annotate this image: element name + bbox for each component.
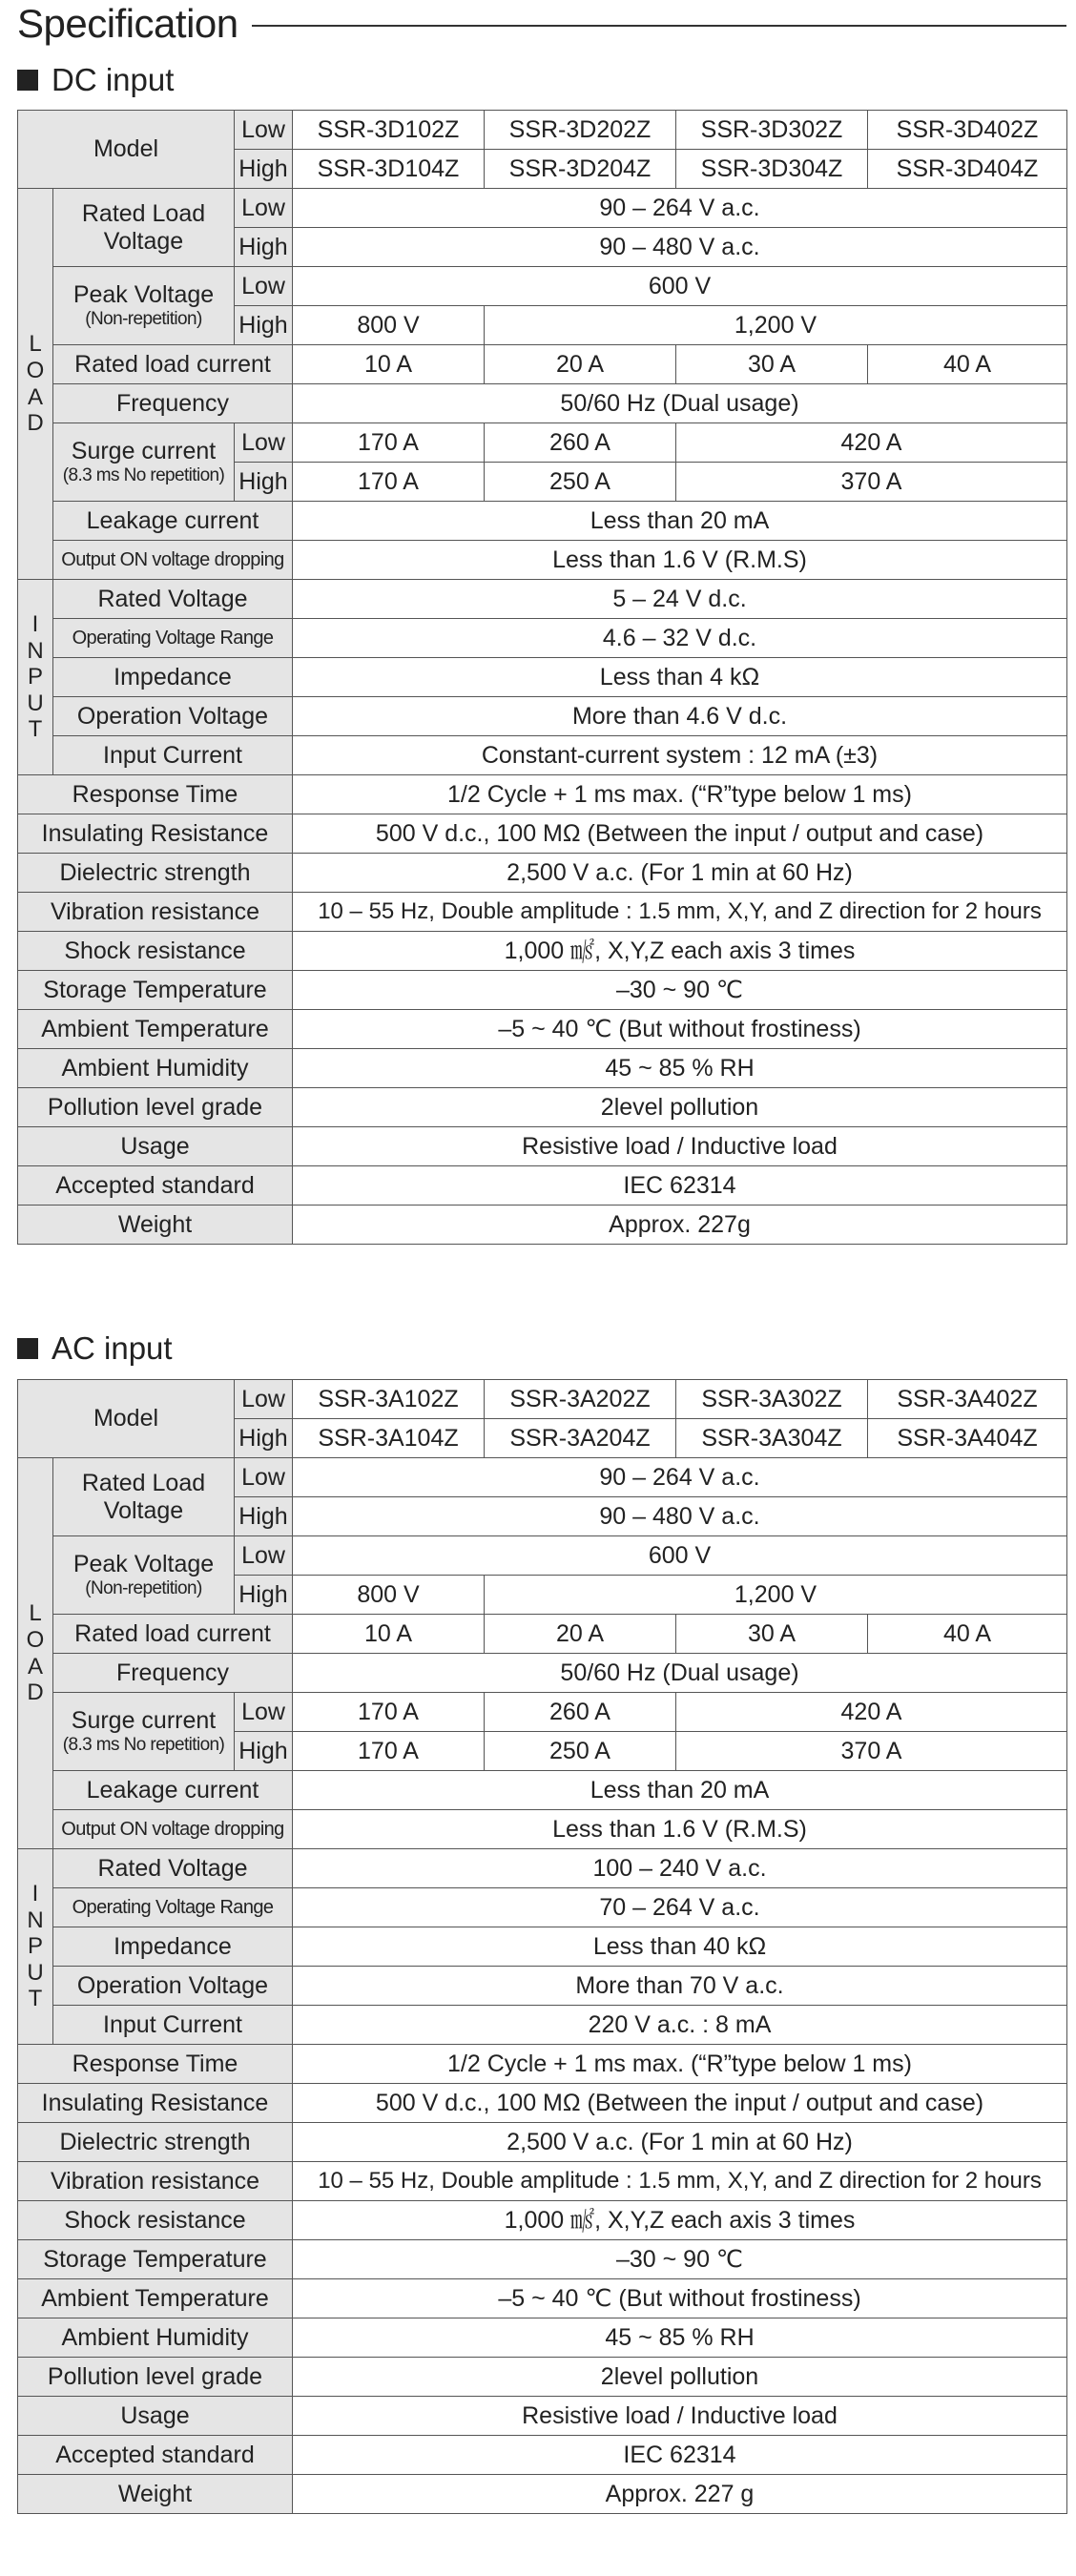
rated-load-voltage-label [53,189,235,267]
model-label [18,1380,235,1458]
surge-low-value: 170 A [293,1693,485,1732]
rated-load-current-value: 30 A [676,1615,868,1654]
spec-value: –5 ~ 40 ℃ (But without frostiness) [293,1010,1067,1049]
side-letter: T [28,716,43,743]
label-line: Surge current [71,438,217,465]
output-on-voltage-value: Less than 1.6 V (R.M.S) [293,541,1067,580]
impedance-value: Less than 4 kΩ [293,658,1067,697]
spec-value: 1/2 Cycle + 1 ms max. (“R”type below 1 ms) [293,2045,1067,2084]
spec-label: Storage Temperature [18,971,293,1010]
label-line: (Non-repetition) [85,308,202,329]
model-number-low: SSR-3D102Z [293,111,485,150]
side-letter: U [27,690,44,716]
spec-label: Ambient Humidity [18,2318,293,2358]
leakage-current-label: Leakage current [53,502,293,541]
peak-voltage-low: 600 V [293,1536,1067,1576]
rated-load-current-value: 30 A [676,345,868,384]
spec-value: 10 – 55 Hz, Double amplitude : 1.5 mm, X,Y, and Z direction for 2 hours [293,893,1067,932]
peak-voltage-high: 800 V [293,1576,485,1615]
side-letter: I [31,611,39,638]
spec-value: 10 – 55 Hz, Double amplitude : 1.5 mm, X,Y, and Z direction for 2 hours [293,2162,1067,2201]
low-label: Low [235,1693,293,1732]
operation-voltage-value: More than 70 V a.c. [293,1967,1067,2006]
rated-load-current-label: Rated load current [53,1615,293,1654]
peak-voltage-high: 800 V [293,306,485,345]
model-label-text: Model [93,1405,159,1432]
high-label: High [235,150,293,189]
surge-high-value: 370 A [676,463,1067,502]
rated-load-current-value: 40 A [868,345,1067,384]
impedance-value: Less than 40 kΩ [293,1927,1067,1967]
rated-voltage-label: Rated Voltage [53,580,293,619]
label-line: Surge current [71,1707,217,1735]
section-heading-ac [17,1326,173,1371]
spec-label: Insulating Resistance [18,2084,293,2123]
spec-value: –30 ~ 90 ℃ [293,2240,1067,2279]
model-number-high: SSR-3D104Z [293,150,485,189]
spec-label: Shock resistance [18,2201,293,2240]
section-heading-text: DC input [52,62,175,97]
input-current-label: Input Current [53,736,293,775]
square-bullet-icon [17,1338,38,1359]
spec-label: Dielectric strength [18,2123,293,2162]
label-line: (8.3 ms No repetition) [62,464,225,485]
label-line: Peak Voltage [72,281,215,309]
side-letter: T [28,1986,43,2012]
spec-label: Pollution level grade [18,1088,293,1127]
spec-value: –5 ~ 40 ℃ (But without frostiness) [293,2279,1067,2318]
side-letter: A [27,383,43,410]
spec-value: 500 V d.c., 100 MΩ (Between the input / output and case) [293,814,1067,854]
output-on-voltage-value: Less than 1.6 V (R.M.S) [293,1810,1067,1849]
model-number-low: SSR-3A302Z [676,1380,868,1419]
load-side-label [18,189,53,580]
model-number-high: SSR-3D404Z [868,150,1067,189]
low-label: Low [235,1536,293,1576]
operating-voltage-range-value: 4.6 – 32 V d.c. [293,619,1067,658]
label-line: Rated Load [81,1469,206,1496]
side-letter: O [26,1626,45,1653]
title-bar [17,0,1066,48]
rated-voltage-value: 100 – 240 V a.c. [293,1849,1067,1888]
side-letter: P [27,1933,43,1960]
square-bullet-icon [17,70,38,91]
rated-load-current-value: 20 A [485,345,676,384]
peak-voltage-high: 1,200 V [485,306,1067,345]
rated-load-voltage-label [53,1458,235,1536]
model-number-low: SSR-3D302Z [676,111,868,150]
output-on-voltage-label: Output ON voltage dropping [53,541,293,580]
rated-load-current-value: 20 A [485,1615,676,1654]
operating-voltage-range-label: Operating Voltage Range [53,1888,293,1927]
label-line: (Non-repetition) [85,1577,202,1598]
high-label: High [235,463,293,502]
surge-current-label [53,423,235,502]
model-number-low: SSR-3A202Z [485,1380,676,1419]
operation-voltage-value: More than 4.6 V d.c. [293,697,1067,736]
surge-low-value: 420 A [676,423,1067,463]
spec-value: 1,000 ㎨, X,Y,Z each axis 3 times [293,932,1067,971]
high-label: High [235,1497,293,1536]
spec-value: 1/2 Cycle + 1 ms max. (“R”type below 1 ms) [293,775,1067,814]
surge-high-value: 370 A [676,1732,1067,1771]
spec-label: Response Time [18,775,293,814]
model-number-high: SSR-3A404Z [868,1419,1067,1458]
high-label: High [235,1419,293,1458]
spec-label: Shock resistance [18,932,293,971]
leakage-current-label: Leakage current [53,1771,293,1810]
spec-label: Vibration resistance [18,893,293,932]
spec-value: 2,500 V a.c. (For 1 min at 60 Hz) [293,854,1067,893]
rated-load-current-label: Rated load current [53,345,293,384]
spec-value: IEC 62314 [293,2436,1067,2475]
peak-voltage-low: 600 V [293,267,1067,306]
input-side-label [18,580,53,775]
peak-voltage-high: 1,200 V [485,1576,1067,1615]
spec-value: 45 ~ 85 % RH [293,2318,1067,2358]
operating-voltage-range-label: Operating Voltage Range [53,619,293,658]
spec-label: Weight [18,2475,293,2514]
input-side-label [18,1849,53,2045]
spec-value: Resistive load / Inductive load [293,2397,1067,2436]
model-number-low: SSR-3A402Z [868,1380,1067,1419]
model-number-low: SSR-3D402Z [868,111,1067,150]
side-letter: A [27,1653,43,1680]
spec-label: Ambient Temperature [18,1010,293,1049]
side-letter: I [31,1881,39,1907]
high-label: High [235,1732,293,1771]
input-current-value: 220 V a.c. : 8 mA [293,2006,1067,2045]
operation-voltage-label: Operation Voltage [53,1967,293,2006]
label-line: Voltage [103,1496,184,1524]
frequency-label: Frequency [53,384,293,423]
spec-label: Vibration resistance [18,2162,293,2201]
load-side-label [18,1458,53,1849]
spec-label: Weight [18,1206,293,1245]
spec-value: 1,000 ㎨, X,Y,Z each axis 3 times [293,2201,1067,2240]
spec-label: Storage Temperature [18,2240,293,2279]
high-label: High [235,228,293,267]
rated-load-voltage-low: 90 – 264 V a.c. [293,189,1067,228]
spec-label: Pollution level grade [18,2358,293,2397]
side-letter: N [27,1906,44,1933]
spec-value: Resistive load / Inductive load [293,1127,1067,1166]
spec-table-dc [17,110,1067,1245]
spec-label: Ambient Humidity [18,1049,293,1088]
spec-label: Response Time [18,2045,293,2084]
model-number-low: SSR-3D202Z [485,111,676,150]
spec-value: –30 ~ 90 ℃ [293,971,1067,1010]
leakage-current-value: Less than 20 mA [293,1771,1067,1810]
section-heading-dc [17,57,174,103]
rated-load-voltage-high: 90 – 480 V a.c. [293,1497,1067,1536]
high-label: High [235,306,293,345]
spec-label: Accepted standard [18,1166,293,1206]
spec-value: IEC 62314 [293,1166,1067,1206]
model-number-low: SSR-3A102Z [293,1380,485,1419]
model-label [18,111,235,189]
model-label-text: Model [93,135,159,163]
label-line: Voltage [103,227,184,255]
spec-value: 2level pollution [293,2358,1067,2397]
operating-voltage-range-value: 70 – 264 V a.c. [293,1888,1067,1927]
frequency-value: 50/60 Hz (Dual usage) [293,384,1067,423]
spec-label: Ambient Temperature [18,2279,293,2318]
section-heading-text: AC input [52,1330,173,1366]
low-label: Low [235,423,293,463]
label-line: Peak Voltage [72,1551,215,1578]
label-line: Rated Load [81,199,206,227]
surge-current-label [53,1693,235,1771]
spec-table-ac [17,1379,1067,2514]
input-current-value: Constant-current system : 12 mA (±3) [293,736,1067,775]
low-label: Low [235,189,293,228]
rated-load-current-value: 40 A [868,1615,1067,1654]
spec-label: Usage [18,2397,293,2436]
leakage-current-value: Less than 20 mA [293,502,1067,541]
surge-high-value: 170 A [293,463,485,502]
rated-load-current-value: 10 A [293,1615,485,1654]
rated-voltage-label: Rated Voltage [53,1849,293,1888]
title-rule [252,25,1066,27]
low-label: Low [235,267,293,306]
spec-value: Approx. 227g [293,1206,1067,1245]
page-title: Specification [17,1,238,46]
label-line: (8.3 ms No repetition) [62,1734,225,1755]
surge-high-value: 250 A [485,1732,676,1771]
frequency-label: Frequency [53,1654,293,1693]
model-number-high: SSR-3A204Z [485,1419,676,1458]
operation-voltage-label: Operation Voltage [53,697,293,736]
side-letter: L [29,1600,42,1627]
model-number-high: SSR-3D304Z [676,150,868,189]
high-label: High [235,1576,293,1615]
side-letter: O [26,357,45,383]
model-number-high: SSR-3A304Z [676,1419,868,1458]
low-label: Low [235,1458,293,1497]
low-label: Low [235,1380,293,1419]
rated-load-voltage-high: 90 – 480 V a.c. [293,228,1067,267]
surge-low-value: 260 A [485,1693,676,1732]
side-letter: D [27,1680,44,1706]
spec-value: Approx. 227 g [293,2475,1067,2514]
model-number-high: SSR-3D204Z [485,150,676,189]
spec-label: Dielectric strength [18,854,293,893]
side-letter: U [27,1959,44,1986]
surge-high-value: 170 A [293,1732,485,1771]
model-number-high: SSR-3A104Z [293,1419,485,1458]
rated-load-current-value: 10 A [293,345,485,384]
rated-voltage-value: 5 – 24 V d.c. [293,580,1067,619]
spec-label: Insulating Resistance [18,814,293,854]
peak-voltage-label [53,1536,235,1615]
surge-low-value: 420 A [676,1693,1067,1732]
surge-low-value: 260 A [485,423,676,463]
impedance-label: Impedance [53,658,293,697]
rated-load-voltage-low: 90 – 264 V a.c. [293,1458,1067,1497]
surge-low-value: 170 A [293,423,485,463]
spec-value: 2level pollution [293,1088,1067,1127]
side-letter: D [27,410,44,437]
side-letter: L [29,331,42,358]
input-current-label: Input Current [53,2006,293,2045]
spec-value: 500 V d.c., 100 MΩ (Between the input / output and case) [293,2084,1067,2123]
frequency-value: 50/60 Hz (Dual usage) [293,1654,1067,1693]
spec-value: 45 ~ 85 % RH [293,1049,1067,1088]
output-on-voltage-label: Output ON voltage dropping [53,1810,293,1849]
impedance-label: Impedance [53,1927,293,1967]
spec-label: Usage [18,1127,293,1166]
peak-voltage-label [53,267,235,345]
spec-label: Accepted standard [18,2436,293,2475]
side-letter: P [27,664,43,690]
low-label: Low [235,111,293,150]
side-letter: N [27,637,44,664]
surge-high-value: 250 A [485,463,676,502]
spec-value: 2,500 V a.c. (For 1 min at 60 Hz) [293,2123,1067,2162]
